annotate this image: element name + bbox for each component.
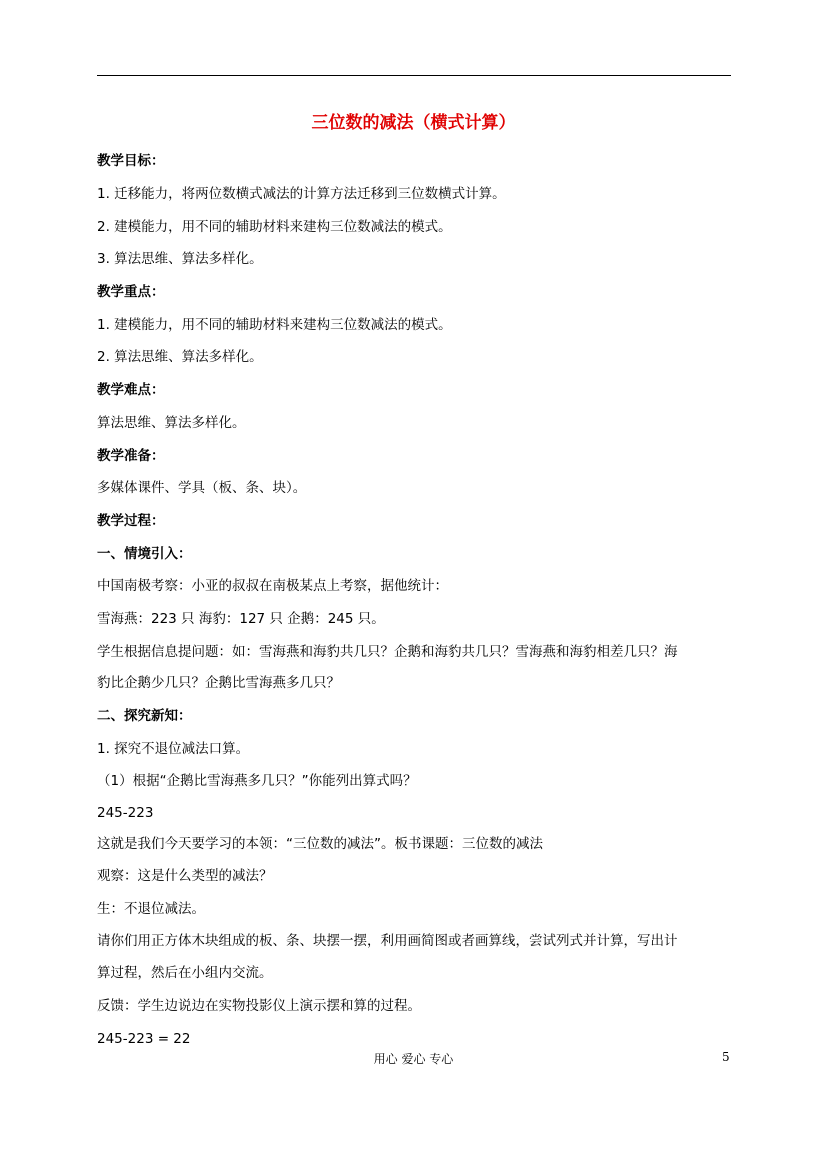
- paragraph-line: （1）根据“企鹅比雪海燕多几只？”你能列出算式吗？: [97, 773, 417, 789]
- paragraph-line: 豹比企鹅少几只？企鹅比雪海燕多几只？: [97, 675, 340, 691]
- page-footer: 用心 爱心 专心: [373, 1052, 454, 1066]
- paragraph-line: 2. 算法思维、算法多样化。: [97, 349, 263, 365]
- section-heading: 二、探究新知：: [97, 708, 192, 724]
- paragraph-line: 观察：这是什么类型的减法？: [97, 868, 273, 884]
- section-heading: 教学过程：: [97, 513, 165, 529]
- page-number: 5: [722, 1050, 730, 1064]
- section-heading: 教学难点：: [97, 382, 165, 398]
- section-heading: 教学重点：: [97, 284, 165, 300]
- paragraph-line: 算法思维、算法多样化。: [97, 415, 246, 431]
- paragraph-line: 请你们用正方体木块组成的板、条、块摆一摆，利用画简图或者画算线，尝试列式并计算，写出计: [97, 933, 678, 949]
- section-heading: 一、情境引入：: [97, 546, 192, 562]
- paragraph-line: 算过程，然后在小组内交流。: [97, 965, 273, 981]
- paragraph-line: 3. 算法思维、算法多样化。: [97, 251, 263, 267]
- header-rule: [97, 75, 731, 76]
- paragraph-line: 2. 建模能力，用不同的辅助材料来建构三位数减法的模式。: [97, 219, 452, 235]
- paragraph-line: 这就是我们今天要学习的本领：“三位数的减法”。板书课题：三位数的减法: [97, 836, 543, 852]
- paragraph-line: 反馈：学生边说边在实物投影仪上演示摆和算的过程。: [97, 998, 421, 1014]
- paragraph-line: 1. 探究不退位减法口算。: [97, 741, 250, 757]
- paragraph-line: 多媒体课件、学具（板、条、块）。: [97, 480, 307, 496]
- document-title: 三位数的减法（横式计算）: [311, 113, 516, 133]
- paragraph-line: 生：不退位减法。: [97, 901, 205, 917]
- paragraph-line: 245-223 = 22: [97, 1031, 191, 1047]
- section-heading: 教学目标：: [97, 153, 165, 169]
- paragraph-line: 中国南极考察：小亚的叔叔在南极某点上考察，据他统计：: [97, 578, 448, 594]
- paragraph-line: 雪海燕：223 只 海豹：127 只 企鹅：245 只。: [97, 611, 385, 627]
- paragraph-line: 学生根据信息提问题：如：雪海燕和海豹共几只？企鹅和海豹共几只？雪海燕和海豹相差几只？海: [97, 644, 678, 660]
- paragraph-line: 245-223: [97, 805, 154, 821]
- paragraph-line: 1. 迁移能力，将两位数横式减法的计算方法迁移到三位数横式计算。: [97, 186, 506, 202]
- section-heading: 教学准备：: [97, 448, 165, 464]
- paragraph-line: 1. 建模能力，用不同的辅助材料来建构三位数减法的模式。: [97, 317, 452, 333]
